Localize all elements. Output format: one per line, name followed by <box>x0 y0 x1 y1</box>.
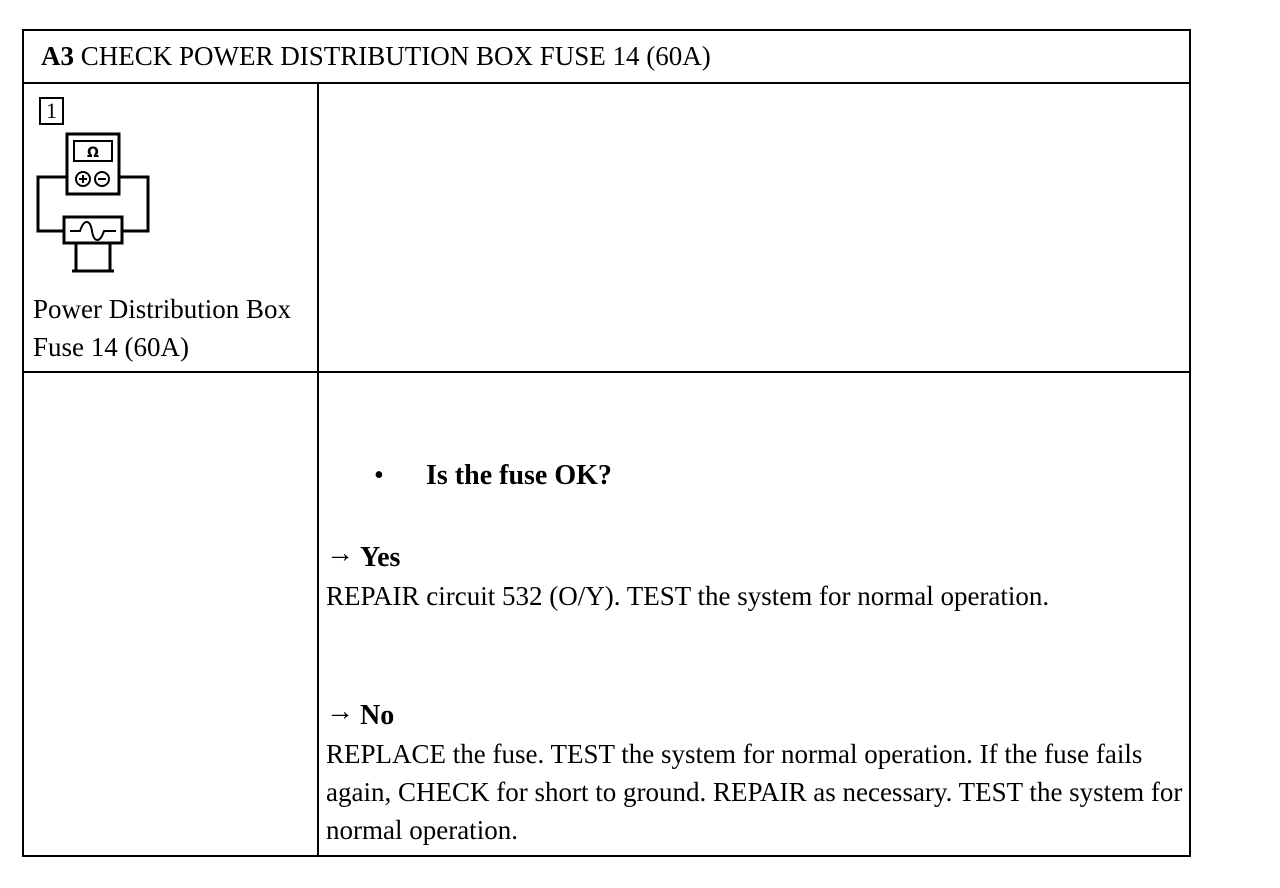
answer-no-label: No <box>360 700 395 731</box>
answer-yes-text: REPAIR circuit 532 (O/Y). TEST the system for normal operation. <box>326 581 1050 611</box>
step-title: CHECK POWER DISTRIBUTION BOX FUSE 14 (60A) <box>80 41 711 71</box>
step-id: A3 <box>41 41 74 71</box>
step-number-badge: 1 <box>39 97 64 125</box>
question-text: Is the fuse OK? <box>426 460 612 491</box>
table-header-row <box>24 31 1189 84</box>
page-title <box>41 41 711 71</box>
answer-no-text: REPLACE the fuse. TEST the system for normal operation. If the fuse fails again, CHECK for short to ground. REPAIR as necessary. TEST the system for normal operation. <box>326 739 1183 845</box>
diagnostic-question <box>374 459 612 493</box>
answer-no <box>326 697 1186 849</box>
procedure-table <box>22 29 1191 857</box>
answer-yes-heading <box>326 539 1186 577</box>
arrow-right-icon: → <box>326 696 354 727</box>
arrow-right-icon: → <box>326 538 354 569</box>
answer-yes-label: Yes <box>360 542 401 573</box>
row-divider <box>24 371 1189 373</box>
column-divider <box>317 84 319 855</box>
bullet: • <box>374 460 384 491</box>
answer-yes <box>326 539 1186 615</box>
figure-caption: Power Distribution Box Fuse 14 (60A) <box>33 294 292 362</box>
ohm-symbol: Ω <box>87 145 99 161</box>
answer-no-heading <box>326 697 1186 735</box>
ohmmeter-fuse-test-icon <box>34 129 154 279</box>
